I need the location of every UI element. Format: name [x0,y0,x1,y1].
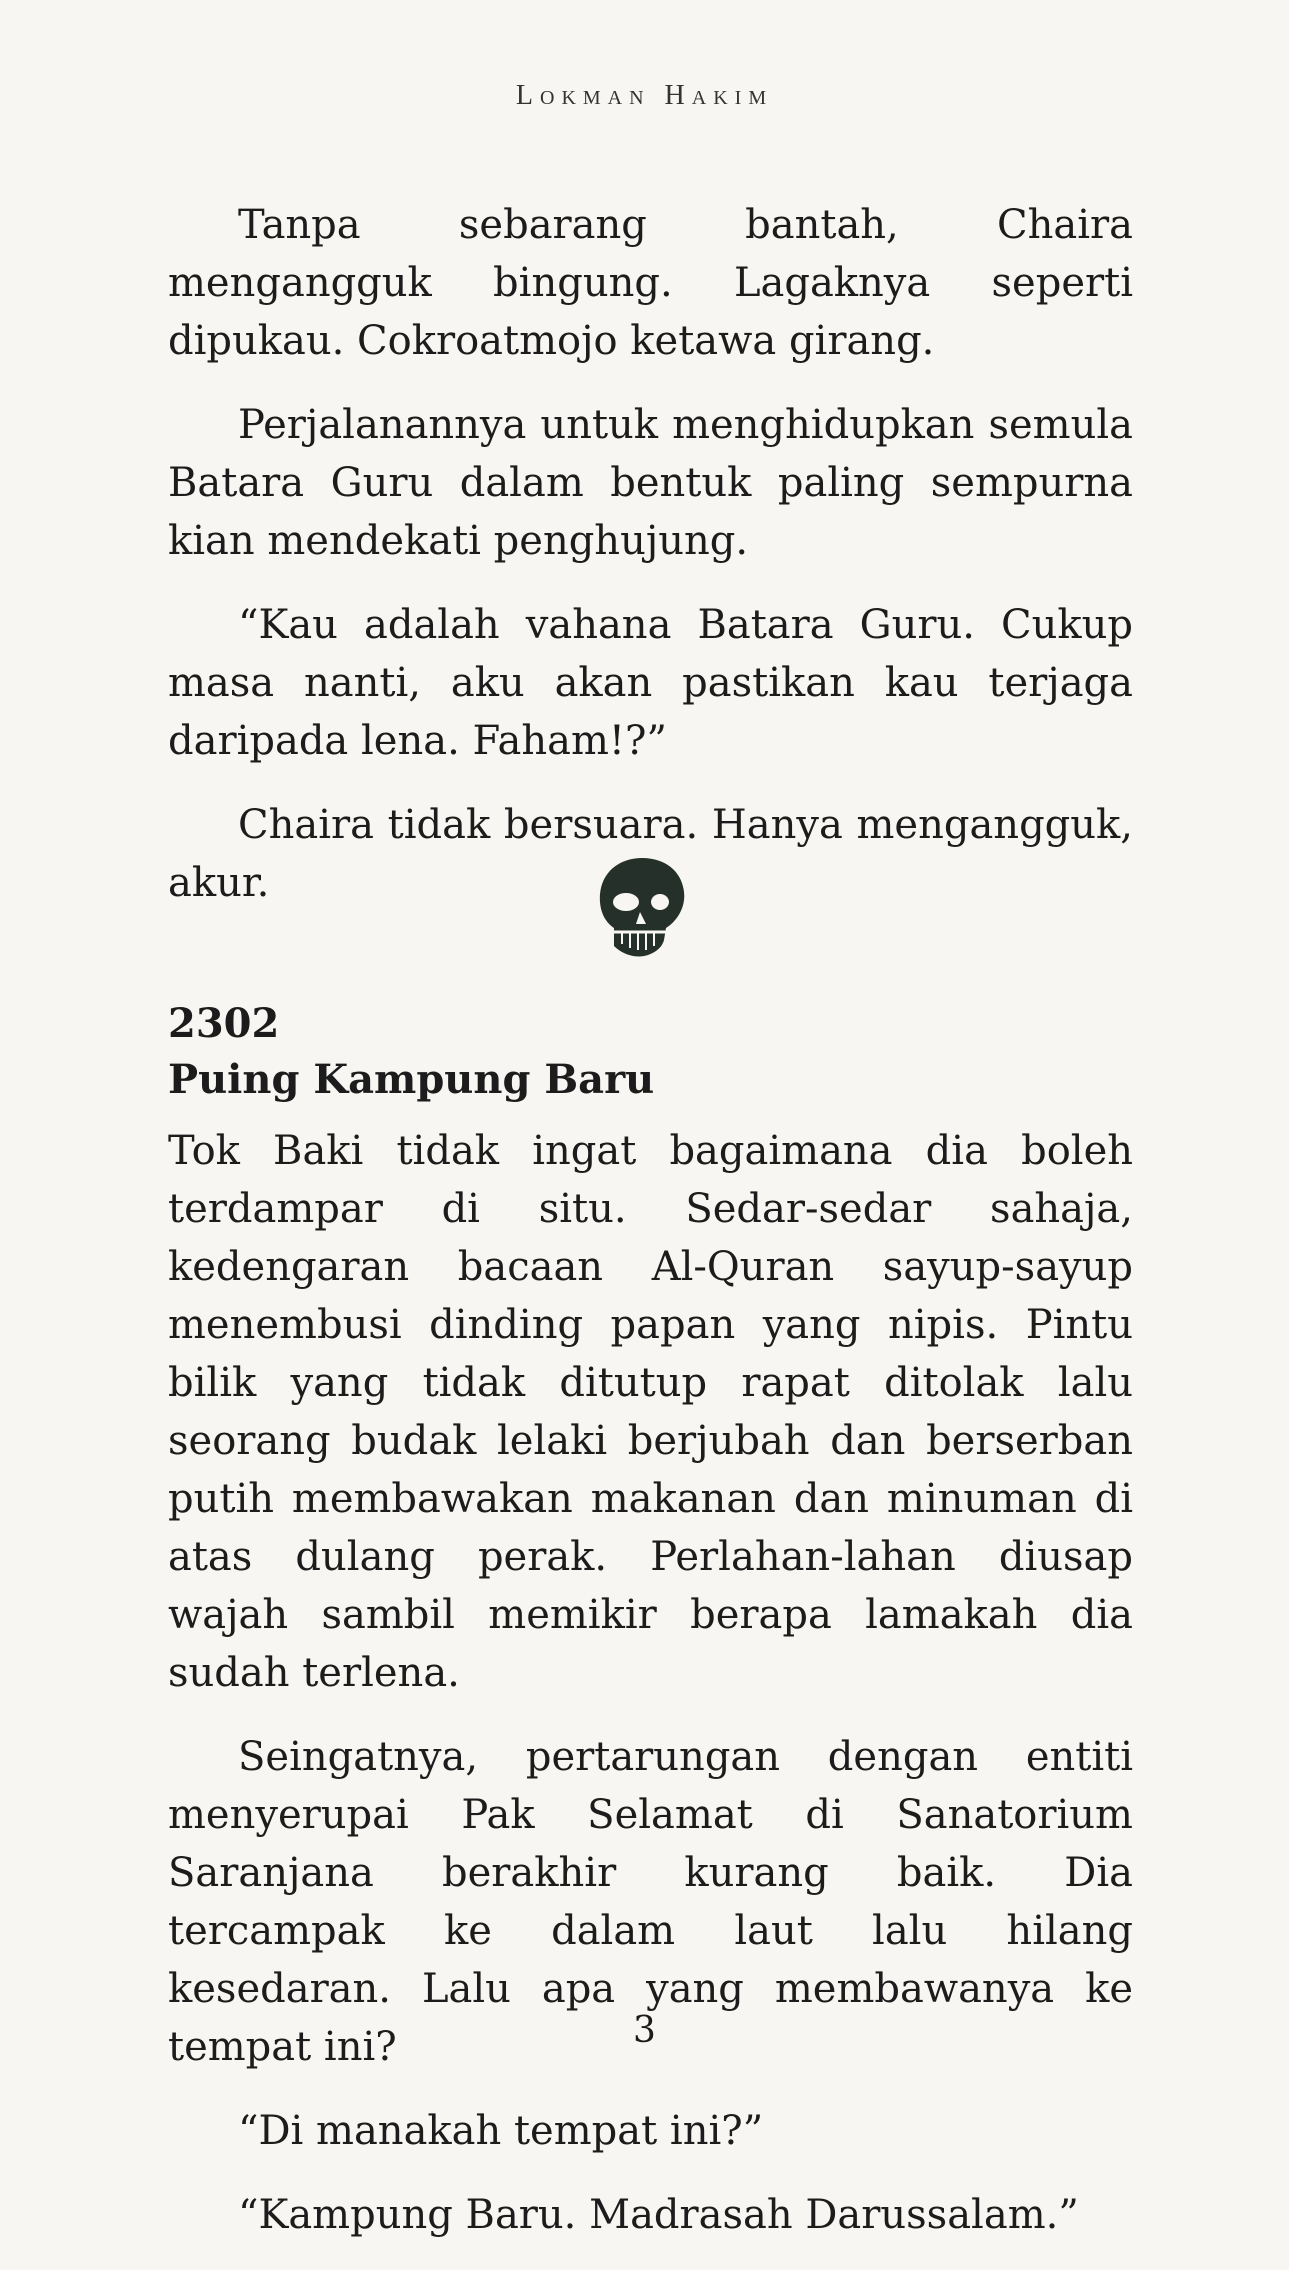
running-head: Lokman Hakim [515,80,774,111]
paragraph: Perjalanannya untuk menghidupkan semula Batara Guru dalam bentuk paling sempurna kian mendekati penghujung. [168,402,1133,564]
paragraph: Tok Baki tidak ingat bagaimana dia boleh terdampar di situ. Sedar-sedar sahaja, kedengaran bacaan Al-Quran sayup-sayup menembusi dinding papan yang nipis. Pintu bilik yang tidak ditutup rapat ditolak lalu seorang budak lelaki berjubah dan berserban putih membawakan makanan dan minuman di atas dulang perak. Perlahan-lahan diusap wajah sambil memikir berapa lamakah dia sudah terlena. [168,1128,1133,1696]
page-number: 3 [633,2010,656,2051]
chapter-number: 2302 [168,1000,280,1047]
text-block-chapter [168,1122,1133,2270]
paragraph: Seingatnya, pertarungan dengan entiti menyerupai Pak Selamat di Sanatorium Saranjana berakhir kurang baik. Dia tercampak ke dalam laut lalu hilang kesedaran. Lalu apa yang membawanya ke tempat ini? [168,1734,1133,2070]
paragraph: “Kampung Baru. Madrasah Darussalam.” [238,2192,1079,2238]
skull-icon [592,852,692,962]
paragraph: “Di manakah tempat ini?” [238,2108,764,2154]
paragraph: Tanpa sebarang bantah, Chaira mengangguk bingung. Lagaknya seperti dipukau. Cokroatmojo ketawa girang. [168,202,1133,364]
chapter-title: Puing Kampung Baru [168,1056,655,1103]
paragraph: “Kau adalah vahana Batara Guru. Cukup masa nanti, aku akan pastikan kau terjaga daripada lena. Faham!?” [168,602,1133,764]
text-block-top [168,196,1133,938]
paragraph: Chaira tidak bersuara. Hanya mengangguk, akur. [168,802,1133,906]
